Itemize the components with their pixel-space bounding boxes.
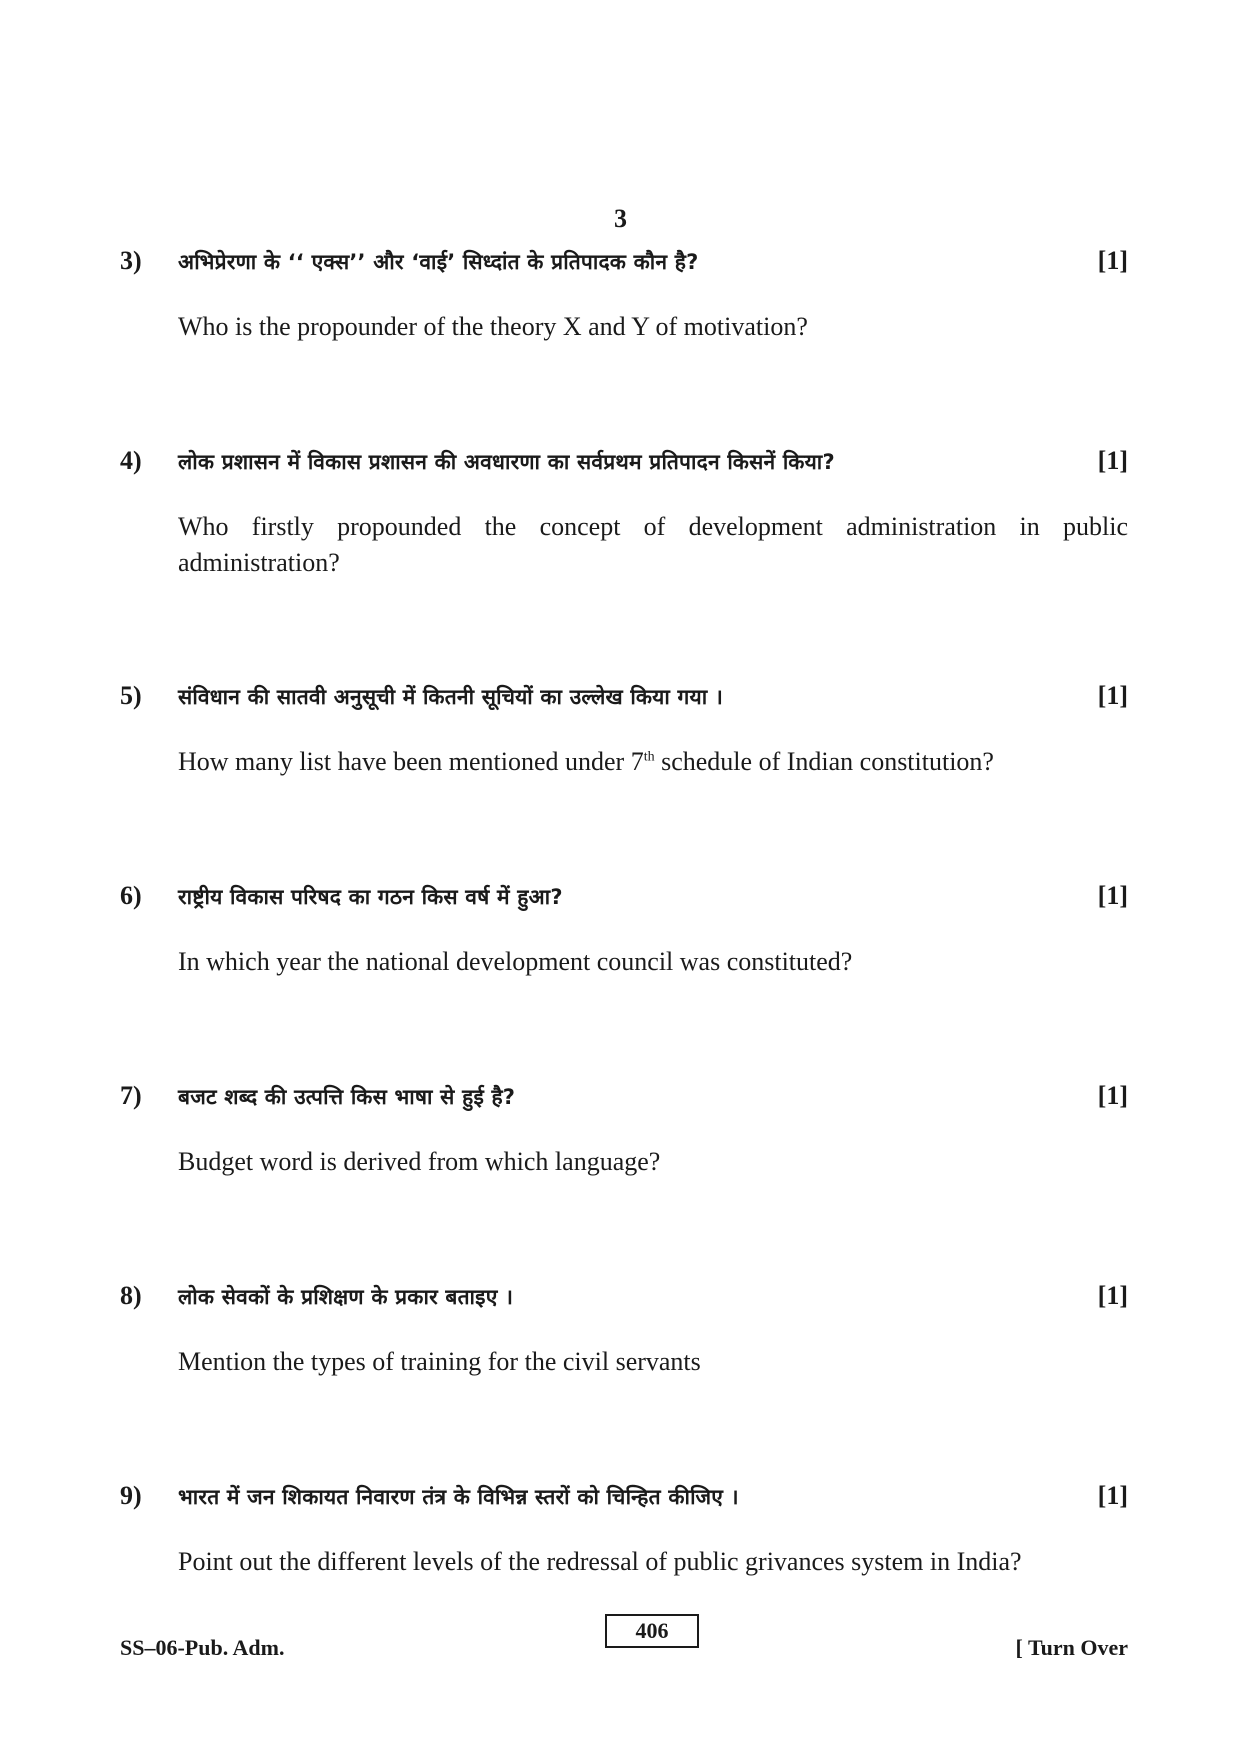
ordinal-suffix: th [643, 749, 655, 765]
question-english: Who firstly propounded the concept of development administration in public administration? [178, 512, 1128, 577]
question-english: Point out the different levels of the redressal of public grivances system in India? [178, 1547, 1022, 1576]
question-number: 7) [120, 1081, 142, 1110]
question-marks: [1] [1097, 246, 1128, 275]
question-marks: [1] [1097, 881, 1128, 910]
question-hindi: अभिप्रेरणा के ‘‘ एक्स’’ और ‘वाई’ सिध्दांत के प्रतिपादक कौन है? [178, 250, 699, 274]
question-hindi: लोक प्रशासन में विकास प्रशासन की अवधारणा का सर्वप्रथम प्रतिपादन किसनें किया? [178, 450, 835, 474]
question-number: 5) [120, 681, 142, 710]
question-english: Who is the propounder of the theory X and Y of motivation? [178, 312, 808, 341]
paper-number-box: 406 [605, 1614, 699, 1648]
question-marks: [1] [1097, 1081, 1128, 1110]
question-number: 4) [120, 446, 142, 475]
paper-code: SS–06-Pub. Adm. [120, 1635, 285, 1660]
question-english: Mention the types of training for the civil servants [178, 1347, 701, 1376]
question-english: In which year the national development council was constituted? [178, 947, 853, 976]
question-hindi: भारत में जन शिकायत निवारण तंत्र के विभिन्न स्तरों को चिन्हित कीजिए । [178, 1485, 739, 1509]
question-number: 3) [120, 246, 142, 275]
question-hindi: राष्ट्रीय विकास परिषद का गठन किस वर्ष में हुआ? [178, 885, 563, 909]
question-marks: [1] [1097, 446, 1128, 475]
question-marks: [1] [1097, 681, 1128, 710]
question-english: Budget word is derived from which language? [178, 1147, 661, 1176]
question-number: 6) [120, 881, 142, 910]
question-hindi: लोक सेवकों के प्रशिक्षण के प्रकार बताइए । [178, 1285, 514, 1309]
question-english-part: schedule of Indian constitution? [654, 747, 994, 776]
page-number: 3 [614, 204, 627, 233]
question-english-part: How many list have been mentioned under 7 [178, 747, 644, 776]
question-number: 9) [120, 1481, 142, 1510]
question-number: 8) [120, 1281, 142, 1310]
question-hindi: संविधान की सातवी अनुसूची में कितनी सूचियों का उल्लेख किया गया । [178, 685, 724, 709]
question-english [178, 744, 1128, 780]
question-marks: [1] [1097, 1481, 1128, 1510]
question-hindi: बजट शब्द की उत्पत्ति किस भाषा से हुई है? [178, 1085, 516, 1109]
question-marks: [1] [1097, 1281, 1128, 1310]
turn-over-label: [ Turn Over [1015, 1635, 1128, 1660]
